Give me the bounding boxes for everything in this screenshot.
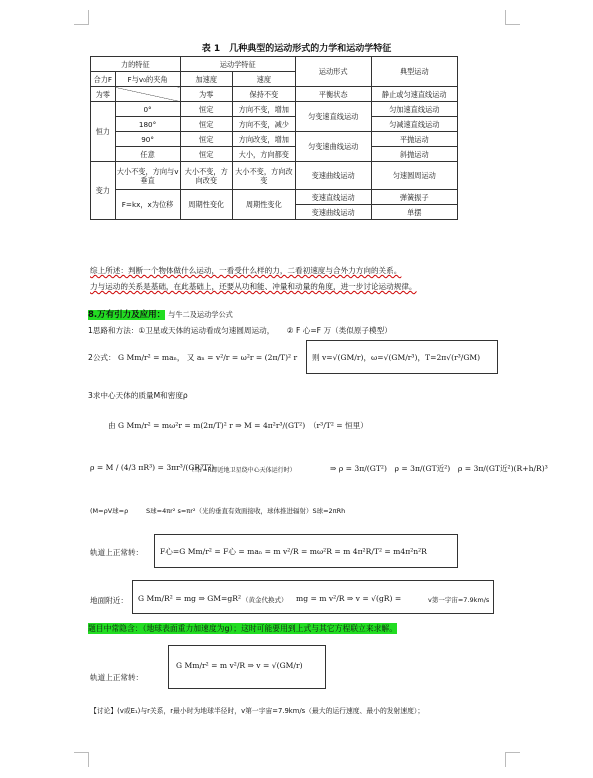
area-note: S球=4πr² s=πr²（光的垂直有效面接收，球体推进辐射）S球=2πRh bbox=[146, 507, 346, 515]
mass-note: (M=ρV球=ρ bbox=[90, 507, 129, 515]
surface-label: 地面附近： bbox=[90, 596, 128, 605]
cell: 保持不变 bbox=[232, 87, 295, 102]
cell: 方向不变，增加 bbox=[232, 102, 295, 117]
cell: 180° bbox=[115, 117, 180, 132]
crop-mark bbox=[505, 752, 520, 767]
cell: 90° bbox=[115, 132, 180, 147]
cell: 变速曲线运动 bbox=[295, 162, 371, 190]
cell: 0° bbox=[115, 102, 180, 117]
cell: 为零 bbox=[180, 87, 232, 102]
cell: 匀变速曲线运动 bbox=[295, 132, 371, 162]
crop-mark bbox=[505, 10, 520, 25]
header-typical: 典型运动 bbox=[371, 57, 457, 87]
cell: 匀速圆周运动 bbox=[371, 162, 457, 190]
cell: F=kx，x为位移 bbox=[115, 190, 180, 220]
mass-density-label: 3求中心天体的质量M和密度ρ bbox=[88, 391, 188, 400]
cell: 匀减速直线运动 bbox=[371, 117, 457, 132]
formula-7: G Mm/r² = m v²/R ⇒ v = √(GM/r) bbox=[176, 661, 303, 670]
cell: 恒定 bbox=[180, 132, 232, 147]
formula-4b: ⇒ ρ = 3π/(GT²) ρ = 3π/(GT近²) ρ = 3π/(GT近²)(R+h/R)³ bbox=[330, 464, 548, 473]
section-8-subtitle: 与牛二及运动学公式 bbox=[168, 310, 233, 319]
cell: 大小不变，方向改变 bbox=[232, 162, 295, 190]
cell: 方向改变，增加 bbox=[232, 132, 295, 147]
cell: 恒定 bbox=[180, 147, 232, 162]
section-8-title: 8.万有引力及应用： bbox=[88, 310, 166, 320]
cell: 匀变速直线运动 bbox=[295, 102, 371, 132]
cell: 为零 bbox=[91, 87, 116, 102]
cell bbox=[115, 87, 180, 102]
cell: 单摆 bbox=[371, 205, 457, 220]
header-motion-form: 运动形式 bbox=[295, 57, 371, 87]
first-cosmic-speed: v第一宇宙=7.9km/s bbox=[428, 596, 490, 604]
cell: 方向不变，减少 bbox=[232, 117, 295, 132]
formula-4a: ρ = M / (4/3 πR³) = 3πr³/(GR³T²) bbox=[90, 463, 215, 472]
cell: 恒定 bbox=[180, 117, 232, 132]
cell: 大小，方向都变 bbox=[232, 147, 295, 162]
crop-mark bbox=[74, 10, 89, 25]
formula-2a: G Mm/r² = maₙ， 又 aₙ = v²/r = ω²r = (2π/T)² r bbox=[118, 353, 298, 362]
crop-mark bbox=[74, 752, 89, 767]
header-hefli: 合力F bbox=[91, 72, 116, 87]
header-speed: 速度 bbox=[232, 72, 295, 87]
formula-6b: mg = m v²/R ⇒ v = √(gR) = bbox=[296, 594, 402, 603]
cell: 任意 bbox=[115, 147, 180, 162]
header-accel: 加速度 bbox=[180, 72, 232, 87]
formula-2b: 则 v=√(GM/r)，ω=√(GM/r³)，T=2π√(r³/GM) bbox=[312, 353, 481, 362]
cell: 静止或匀速直线运动 bbox=[371, 87, 457, 102]
cell: 匀加速直线运动 bbox=[371, 102, 457, 117]
section-8-heading bbox=[88, 308, 233, 320]
header-angle: F与v₀的夹角 bbox=[115, 72, 180, 87]
cell: 弹簧振子 bbox=[371, 190, 457, 205]
method-text: 1思路和方法：①卫星或天体的运动看成匀速圆周运动， bbox=[88, 326, 275, 335]
cell: 变速曲线运动 bbox=[295, 205, 371, 220]
cell: 变速直线运动 bbox=[295, 190, 371, 205]
cell: 恒定 bbox=[180, 102, 232, 117]
cell: 周期性变化 bbox=[232, 190, 295, 220]
table-caption: 表 1 几种典型的运动形式的力学和运动学特征 bbox=[201, 44, 392, 54]
motion-table bbox=[90, 56, 458, 220]
summary-line-1: 综上所述：判断一个物体做什么运动，一看受什么样的力，二看初速度与合外力方向的关系。 bbox=[90, 266, 402, 275]
cell: 平衡状态 bbox=[295, 87, 371, 102]
method-text-b: ② F 心=F 万（类似原子模型） bbox=[286, 326, 392, 335]
header-kin-feature: 运动学特征 bbox=[180, 57, 295, 72]
hint-line: 题目中常隐含：（地球表面重力加速度为g）；这时可能要用到上式与其它方程联立来求解。 bbox=[88, 624, 398, 633]
formula-3: 由 G Mm/r² = mω²r = m(2π/T)² r ⇒ M = 4π²r³/(GT²) （r³/T² = 恒里） bbox=[108, 421, 368, 430]
orbit-label-1: 轨道上正常转： bbox=[90, 548, 144, 557]
formula-2-label: 2公式： bbox=[88, 353, 116, 362]
header-force-feature: 力的特征 bbox=[91, 57, 181, 72]
cell: 大小不变，方向与v垂直 bbox=[115, 162, 180, 190]
const-force-label: 恒力 bbox=[91, 102, 116, 162]
method-line bbox=[88, 325, 392, 336]
cell: 平抛运动 bbox=[371, 132, 457, 147]
cell: 大小不变，方向改变 bbox=[180, 162, 232, 190]
formula-5: F心=G Mm/r² = F心 = maₙ = m v²/R = mω²R = m 4π²R/T² = m4π²n²R bbox=[160, 547, 427, 556]
formula-6: G Mm/R² = mg ⇒ GM=gR² bbox=[138, 594, 242, 603]
cell: 斜抛运动 bbox=[371, 147, 457, 162]
orbit-label-2: 轨道上正常转： bbox=[90, 673, 144, 682]
cell: 周期性变化 bbox=[180, 190, 232, 220]
density-note: （当r=R即近地卫星绕中心天体运行时） bbox=[188, 467, 296, 474]
discussion-line: 【讨论】(v或E₁)与r关系，r最小时为地球半径时，v第一宇宙=7.9km/s（最大的运行速度、最小的发射速度）； bbox=[90, 707, 425, 715]
gold-note: （黄金代换式） bbox=[242, 596, 288, 604]
var-force-label: 变力 bbox=[91, 162, 116, 220]
summary-line-2: 力与运动的关系是基础，在此基础上，还要从功和能、冲量和动量的角度，进一步讨论运动规律。 bbox=[90, 282, 417, 291]
